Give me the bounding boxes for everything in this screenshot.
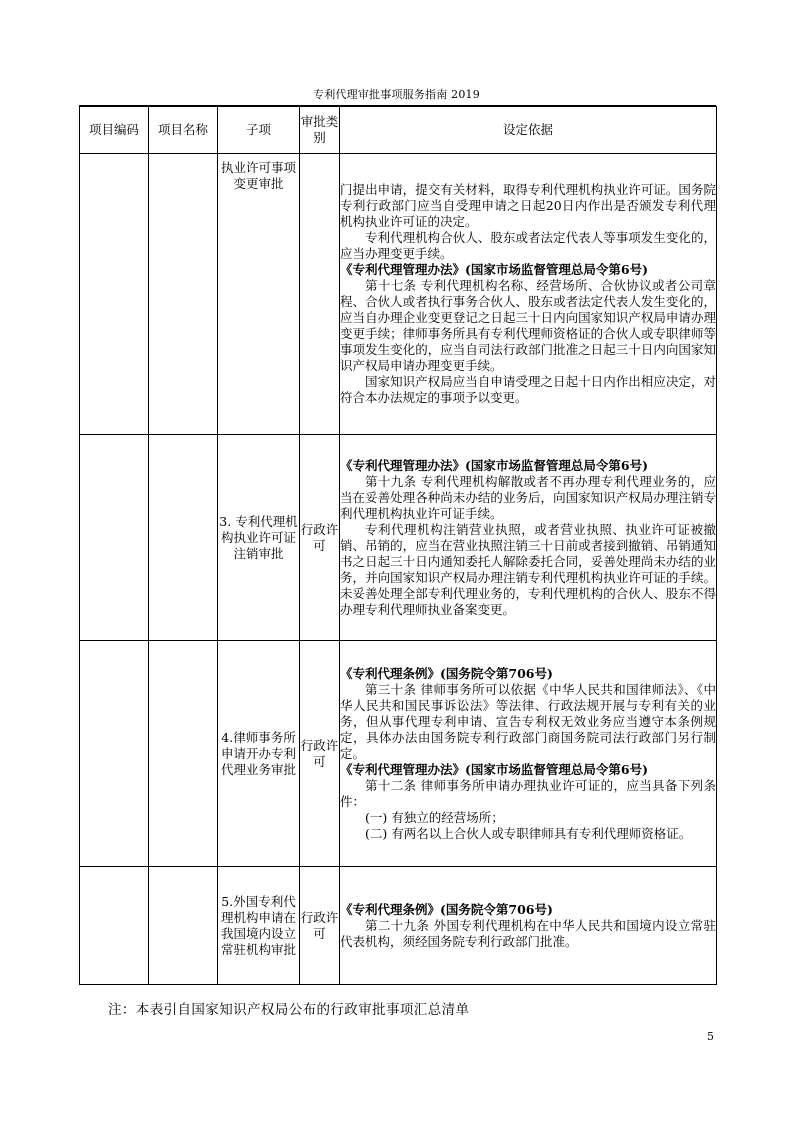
name-cell <box>149 435 218 641</box>
sub-item-cell: 5.外国专利代理机构申请在我国境内设立常驻机构审批 <box>218 867 300 985</box>
sub-item-cell: 4.律师事务所申请开办专利代理业务审批 <box>218 641 300 867</box>
approval-type-cell: 行政许可 <box>300 641 340 867</box>
approval-type-cell: 行政许可 <box>300 435 340 641</box>
column-header-basis: 设定依据 <box>340 107 717 154</box>
table-row <box>80 435 717 641</box>
table-row <box>80 641 717 867</box>
basis-cell <box>340 435 717 641</box>
basis-paragraph: 国家知识产权局应当自申请受理之日起十日内作出相应决定，对符合本办法规定的事项予以变更。 <box>340 374 716 405</box>
basis-cell <box>340 641 717 867</box>
column-header-name: 项目名称 <box>149 107 218 154</box>
page-header-title: 专利代理审批事项服务指南 2019 <box>313 88 480 101</box>
regulation-title: 《专利代理条例》(国务院令第706号) <box>340 665 553 681</box>
regulation-title: 《专利代理条例》(国务院令第706号) <box>340 901 553 917</box>
regulation-title: 《专利代理管理办法》(国家市场监督管理总局令第6号) <box>340 761 649 777</box>
column-header-sub-item: 子项 <box>218 107 300 154</box>
basis-paragraph: 第三十条 律师事务所可以依据《中华人民共和国律师法》、《中华人民共和国民事诉讼法》等法律、行政法规开展与专利有关的业务，但从事代理专利申请、宣告专利权无效业务应当遵守本条例规定，具体办法由国务院专利行政部门商国务院司法行政部门另行制定。 <box>340 681 716 761</box>
basis-paragraph: 专利代理机构注销营业执照，或者营业执照、执业许可证被撤销、吊销的，应当在营业执照注销三十日前或者接到撤销、吊销通知书之日起三十日内通知委托人解除委托合同，妥善处理尚未办结的业务，并向国家知识产权局办理注销专利代理机构执业许可证的手续。未妥善处理全部专利代理业务的，专利代理机构的合伙人、股东不得办理专利代理师执业备案变更。 <box>340 521 716 617</box>
approval-type-cell <box>300 154 340 435</box>
regulation-title: 《专利代理管理办法》(国家市场监督管理总局令第6号) <box>340 457 649 473</box>
code-cell <box>80 435 149 641</box>
code-cell <box>80 641 149 867</box>
basis-paragraph: 第十九条 专利代理机构解散或者不再办理专利代理业务的，应当在妥善处理各种尚未办结的业务后，向国家知识产权局办理注销专利代理机构执业许可证手续。 <box>340 473 716 521</box>
code-cell <box>80 867 149 985</box>
basis-paragraph: (二) 有两名以上合伙人或专职律师具有专利代理师资格证。 <box>365 825 692 841</box>
table-row <box>80 154 717 435</box>
approval-type-cell: 行政许可 <box>300 867 340 985</box>
table-row <box>80 867 717 985</box>
sub-item-cell: 3. 专利代理机构执业许可证注销审批 <box>218 435 300 641</box>
code-cell <box>80 154 149 435</box>
basis-paragraph: 第十二条 律师事务所申请办理执业许可证的，应当具备下列条件： <box>340 777 716 809</box>
name-cell <box>149 641 218 867</box>
basis-cell <box>340 154 717 435</box>
name-cell <box>149 867 218 985</box>
basis-paragraph: 门提出申请，提交有关材料，取得专利代理机构执业许可证。国务院专利行政部门应当自受理申请之日起20日内作出是否颁发专利代理机构执业许可证的决定。 <box>340 182 716 229</box>
basis-paragraph: 第十七条 专利代理机构名称、经营场所、合伙协议或者公司章程、合伙人或者执行事务合伙人、股东或者法定代表人发生变化的，应当自办理企业变更登记之日起三十日内向国家知识产权局申请办理变更手续；律师事务所具有专利代理师资格证的合伙人或专职律师等事项发生变化的，应当自司法行政部门批准之日起三十日内向国家知识产权局申请办理变更手续。 <box>340 278 716 373</box>
basis-paragraph: (一) 有独立的经营场所； <box>365 809 504 825</box>
page-number: 5 <box>707 1030 714 1043</box>
regulation-title: 《专利代理管理办法》(国家市场监督管理总局令第6号) <box>340 262 649 277</box>
approval-items-table <box>79 106 717 985</box>
basis-cell <box>340 867 717 985</box>
footnote: 注：本表引自国家知识产权局公布的行政审批事项汇总清单 <box>108 1002 470 1018</box>
column-header-code: 项目编码 <box>80 107 149 154</box>
name-cell <box>149 154 218 435</box>
basis-paragraph: 专利代理机构合伙人、股东或者法定代表人等事项发生变化的，应当办理变更手续。 <box>340 230 716 261</box>
table-header-row <box>80 107 717 154</box>
column-header-approval-type: 审批类别 <box>300 107 340 154</box>
sub-item-cell: 执业许可事项变更审批 <box>218 154 300 435</box>
basis-paragraph: 第二十九条 外国专利代理机构在中华人民共和国境内设立常驻代表机构，须经国务院专利行政部门批准。 <box>340 917 716 949</box>
